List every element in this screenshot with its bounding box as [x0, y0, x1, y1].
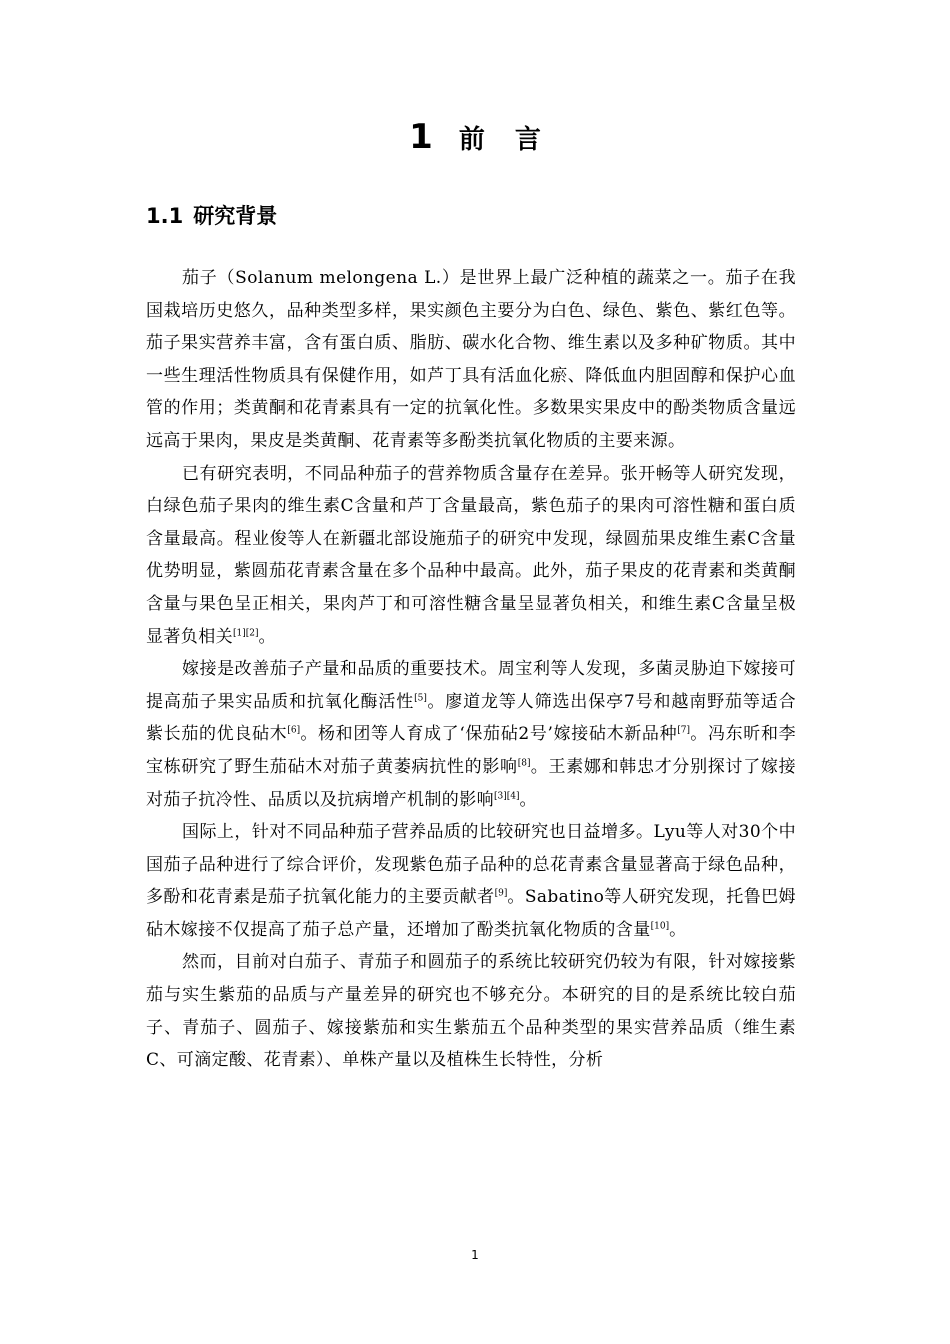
citation: [5] [414, 693, 427, 704]
chapter-title: 前言 [458, 125, 571, 155]
paragraph-3-text-e: 。王素娜和韩忠才分别探讨了嫁接对茄子抗冷性、品质以及抗病增产机制的影响 [146, 756, 797, 810]
citation: [6] [287, 725, 301, 736]
paragraph-2-text: 已有研究表明，不同品种茄子的营养物质含量存在差异。张开畅等人研究发现，白绿色茄子果肉的维生素C含量和芦丁含量最高，紫色茄子的果肉可溶性糖和蛋白质含量最高。程业俊等人在新疆北部设施茄子的研究中发现，绿圆茄果皮维生素C含量优势明显，紫圆茄花青素含量在多个品种中最高。此外，茄子果皮的花青素和类黄酮含量与果色呈正相关，果肉芦丁和可溶性糖含量呈显著负相关，和维生素C含量呈极显著负相关 [146, 463, 796, 647]
paragraph-3-text-a: 嫁接是改善茄子产量和品质的重要技术。周宝利等人发现，多菌灵胁迫下嫁接可提高茄子果实品质和抗氧化酶活性 [146, 659, 796, 712]
citation: [8] [517, 758, 531, 769]
citation: [7] [677, 725, 691, 736]
citation: [10] [650, 921, 670, 932]
paragraph-3-text-f: 。 [519, 789, 537, 810]
section-heading [146, 198, 277, 234]
body-text [146, 262, 796, 1077]
chapter-number: 1 [409, 117, 433, 157]
paragraph-1: 茄子（Solanum melongena L.）是世界上最广泛种植的蔬菜之一。茄子在我国栽培历史悠久，品种类型多样，果实颜色主要分为白色、绿色、紫色、紫红色等。茄子果实营养丰富，含有蛋白质、脂肪、碳水化合物、维生素以及多种矿物质。其中一些生理活性物质具有保健作用，如芦丁具有活血化瘀、降低血内胆固醇和保护心血管的作用；类黄酮和花青素具有一定的抗氧化性。多数果实果皮中的酚类物质含量远远高于果肉，果皮是类黄酮、花青素等多酚类抗氧化物质的主要来源。 [146, 268, 796, 451]
section-number: 1.1 [146, 204, 184, 228]
citation: [3][4] [494, 790, 520, 801]
paragraph-4-text-a: 国际上，针对不同品种茄子营养品质的比较研究也日益增多。Lyu等人对30个中国茄子品种进行了综合评价，发现紫色茄子品种的总花青素含量显著高于绿色品种，多酚和花青素是茄子抗氧化能力的主要贡献者 [146, 822, 796, 908]
paragraph-2 [146, 458, 796, 654]
paragraph-4-text-c: 。 [669, 919, 687, 940]
paragraph-3-text-c: 。杨和团等人育成了‘保茄砧2号’嫁接砧木新品种 [300, 724, 678, 745]
citation: [1][2] [233, 627, 259, 638]
citation: [9] [494, 888, 508, 899]
paragraph-5: 然而，目前对白茄子、青茄子和圆茄子的系统比较研究仍较为有限，针对嫁接紫茄与实生紫茄的品质与产量差异的研究也不够充分。本研究的目的是系统比较白茄子、青茄子、圆茄子、嫁接紫茄和实生紫茄五个品种类型的果实营养品质（维生素C、可滴定酸、花青素）、单株产量以及植株生长特性，分析 [146, 952, 796, 1071]
paragraph-2-end: 。 [258, 626, 276, 647]
page-number: 1 [471, 1248, 479, 1262]
paragraph-3-text-b: 。廖道龙等人筛选出保亭7号和越南野茄等适合紫长茄的优良砧木 [146, 691, 797, 745]
section-title: 研究背景 [193, 204, 278, 228]
chapter-heading [0, 112, 950, 165]
paragraph-4-text-b: 。Sabatino等人研究发现，托鲁巴姆砧木嫁接不仅提高了茄子总产量，还增加了酚类抗氧化物质的含量 [146, 887, 796, 940]
paragraph-3 [146, 653, 796, 816]
paragraph-3-text-d: 。冯东昕和李宝栋研究了野生茄砧木对茄子黄萎病抗性的影响 [146, 724, 797, 777]
paragraph-4 [146, 816, 796, 946]
